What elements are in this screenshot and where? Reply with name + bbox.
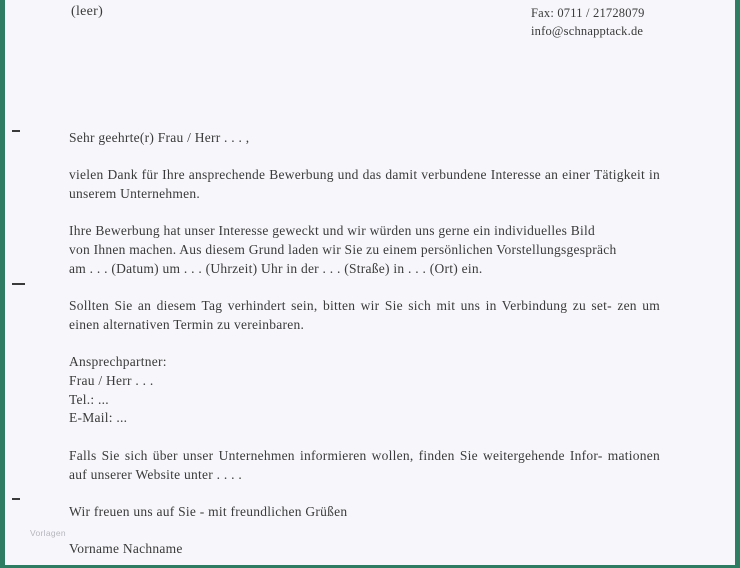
invitation-line-3: am . . . (Datum) um . . . (Uhrzeit) Uhr in der . . . (Straße) in . . . (Ort) ein.	[69, 260, 483, 276]
fold-mark-bottom	[12, 498, 20, 500]
paragraph-website: Falls Sie sich über unser Unternehmen informieren wollen, finden Sie weitergehende Infor- mationen auf unserer Website unter . . . .	[69, 447, 660, 482]
signature-name: Vorname Nachname	[69, 541, 183, 557]
invitation-line-1: Ihre Bewerbung hat unser Interesse geweckt und wir würden uns gerne ein individuelles Bild	[69, 223, 595, 239]
email-address: info@schnapptack.de	[531, 24, 644, 38]
paragraph-invitation	[69, 222, 660, 278]
paragraph-reschedule: Sollten Sie an diesem Tag verhindert sein, bitten wir Sie sich mit uns in Verbindung zu set- zen um einen alternativen Termin zu vereinbaren.	[69, 298, 660, 332]
contact-email: E-Mail: ...	[69, 410, 128, 426]
closing: Wir freuen uns auf Sie - mit freundlichen Grüßen	[69, 503, 348, 519]
punch-mark-center	[12, 283, 25, 285]
letter-body	[69, 129, 660, 565]
fax-number: Fax: 0711 / 21728079	[531, 6, 645, 20]
sender-placeholder: (leer)	[71, 4, 104, 19]
invitation-line-2: von Ihnen machen. Aus diesem Grund laden wir Sie zu einem persönlichen Vorstellungsgespräch	[69, 242, 617, 258]
contact-heading: Ansprechpartner:	[69, 354, 167, 370]
contact-name: Frau / Herr . . .	[69, 373, 154, 389]
paragraph-thanks: vielen Dank für Ihre ansprechende Bewerbung und das damit verbundene Interesse an einer Tätigkeit in unserem Unternehmen.	[69, 167, 660, 202]
watermark-text: Vorlagen	[30, 528, 66, 538]
fold-mark-top	[12, 130, 20, 132]
salutation: Sehr geehrte(r) Frau / Herr . . . ,	[69, 130, 250, 145]
company-contact-block	[531, 4, 645, 40]
letter-page	[5, 0, 735, 565]
contact-person-block	[69, 353, 660, 428]
contact-phone: Tel.: ...	[69, 391, 109, 407]
